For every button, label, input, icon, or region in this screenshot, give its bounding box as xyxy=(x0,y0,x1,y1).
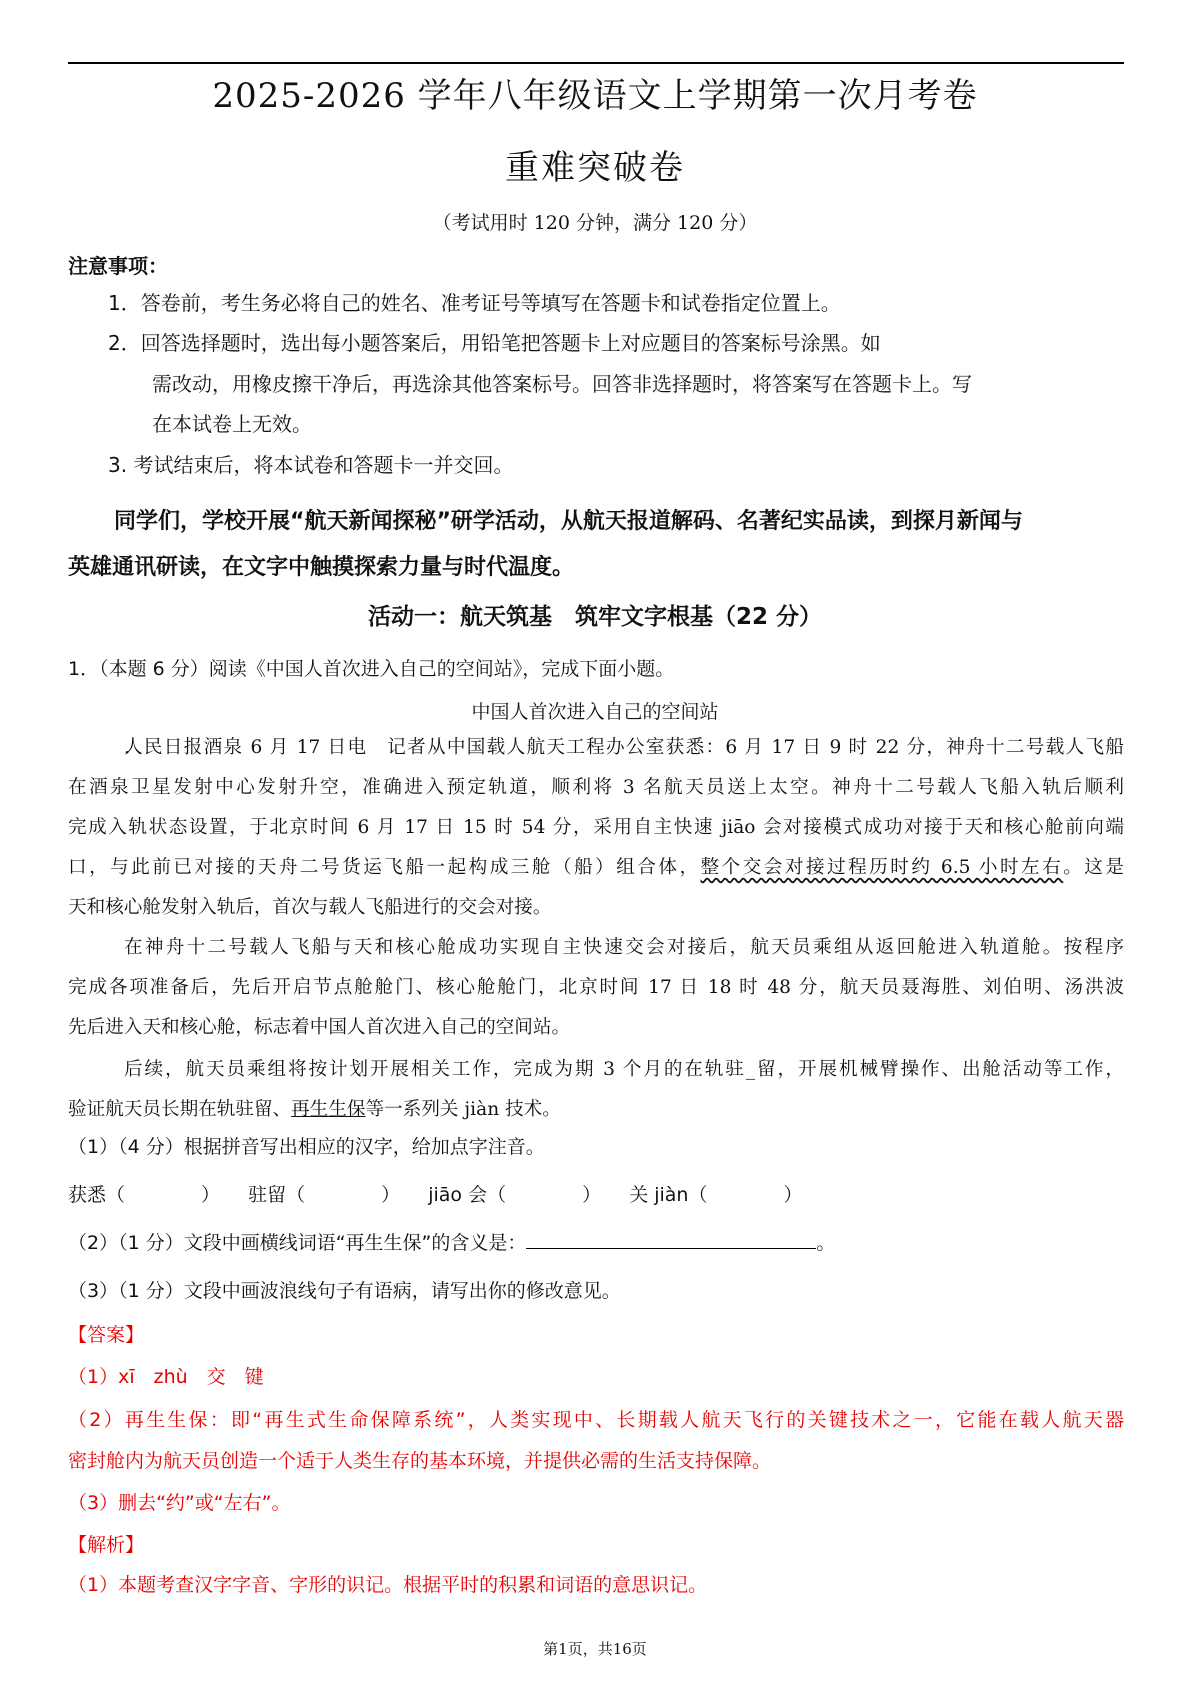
article-line xyxy=(68,728,1124,769)
top-rule xyxy=(68,62,1124,64)
article-text: 人民日报酒泉 6 月 17 日电 记者从中国载人航天工程办公室获悉：6 月 17 日 9 时 22 分，神舟十二号载人飞船 xyxy=(124,737,1124,758)
notice-item-2-line-2: 需改动，用橡皮擦干净后，再选涂其他答案标号。回答非选择题时，将答案写在答题卡上。写 xyxy=(152,372,972,396)
answer-2-line-1: （2）再生生保：即“再生式生命保障系统”，人类实现中、长期载人航天飞行的关键技术之一，它能在载人航天器 xyxy=(68,1409,1124,1431)
answer-3: （3）删去“约”或“左右”。 xyxy=(68,1492,291,1514)
analysis-label: 【解析】 xyxy=(68,1534,145,1556)
sub-question-2-end: 。 xyxy=(816,1232,836,1254)
analysis-1: （1）本题考查汉字字音、字形的识记。根据平时的积累和词语的意思识记。 xyxy=(68,1574,708,1596)
exam-time-info: （考试用时 120 分钟，满分 120 分） xyxy=(432,212,758,234)
notice-title: 注意事项： xyxy=(68,254,168,278)
article-line: 完成入轨状态设置，于北京时间 6 月 17 日 15 时 54 分，采用自主快速 jiāo 会对接模式成功对接于天和核心舱前向端 xyxy=(68,817,1124,838)
exam-title: 2025-2026 学年八年级语文上学期第一次月考卷 xyxy=(212,76,978,116)
answer-2-line-2: 密封舱内为航天员创造一个适于人类生存的基本环境，并提供必需的生活支持保障。 xyxy=(68,1450,772,1472)
fill-blank-1[interactable]: 获悉（ ） xyxy=(68,1184,221,1206)
article-title: 中国人首次进入自己的空间站 xyxy=(471,701,719,723)
exam-subtitle: 重难突破卷 xyxy=(505,148,685,188)
underlined-term: 再生生保 xyxy=(291,1099,366,1120)
fill-blanks-row xyxy=(68,1180,802,1207)
article-line xyxy=(68,848,1124,889)
article-text: 验证航天员长期在轨驻留、 xyxy=(68,1099,292,1120)
fill-blank-3[interactable]: jiāo 会（ ） xyxy=(428,1184,602,1206)
article-line: 天和核心舱发射入轨后，首次与载人飞船进行的交会对接。 xyxy=(68,897,552,918)
notice-item-2: 2．回答选择题时，选出每小题答案后，用铅笔把答题卡上对应题目的答案标号涂黑。如 xyxy=(108,331,881,355)
fill-blank-4[interactable]: 关 jiàn（ ） xyxy=(629,1184,803,1206)
article-line: 先后进入天和核心舱，标志着中国人首次进入自己的空间站。 xyxy=(68,1017,571,1038)
notice-item-3: 3. 考试结束后，将本试卷和答题卡一并交回。 xyxy=(108,453,514,477)
article-line: 后续，航天员乘组将按计划开展相关工作，完成为期 3 个月的在轨驻_留，开展机械臂操作、出舱活动等工作， xyxy=(124,1059,1124,1080)
sub-question-2 xyxy=(68,1228,835,1255)
article-text: 。这是 xyxy=(1063,857,1124,878)
answer-blank-line[interactable] xyxy=(526,1230,816,1249)
article-line: 在神舟十二号载人飞船与天和核心舱成功实现自主快速交会对接后，航天员乘组从返回舱进入轨道舱。按程序 xyxy=(124,937,1124,958)
question-1-stem: 1．（本题 6 分）阅读《中国人首次进入自己的空间站》，完成下面小题。 xyxy=(68,658,675,680)
page-footer: 第1页，共16页 xyxy=(543,1640,647,1658)
article-line xyxy=(68,1090,1124,1131)
intro-line-2: 英雄通讯研读，在文字中触摸探索力量与时代温度。 xyxy=(68,555,575,580)
sub-question-2-text: （2）（1 分）文段中画横线词语“再生生保”的含义是： xyxy=(68,1232,527,1254)
wavy-underlined-sentence: 整个交会对接过程历时约 6.5 小时左右 xyxy=(700,857,1064,878)
intro-line-1: 同学们，学校开展“航天新闻探秘”研学活动，从航天报道解码、名著纪实品读，到探月新闻与 xyxy=(114,509,1023,534)
notice-item-1: 1．答卷前，考生务必将自己的姓名、准考证号等填写在答题卡和试卷指定位置上。 xyxy=(108,291,841,315)
article-line: 在酒泉卫星发射中心发射升空，准确进入预定轨道，顺利将 3 名航天员送上太空。神舟十二号载人飞船入轨后顺利 xyxy=(68,777,1124,798)
answer-1: （1）xī zhù 交 键 xyxy=(68,1366,264,1388)
article-line: 完成各项准备后，先后开启节点舱舱门、核心舱舱门，北京时间 17 日 18 时 48 分，航天员聂海胜、刘伯明、汤洪波 xyxy=(68,977,1124,998)
sub-question-3: （3）（1 分）文段中画波浪线句子有语病，请写出你的修改意见。 xyxy=(68,1280,621,1302)
fill-blank-2[interactable]: 驻留（ ） xyxy=(248,1184,401,1206)
notice-item-2-line-3: 在本试卷上无效。 xyxy=(152,412,312,436)
answer-label: 【答案】 xyxy=(68,1324,145,1346)
activity-1-title: 活动一：航天筑基 筑牢文字根基（22 分） xyxy=(367,604,822,630)
sub-question-1: （1）（4 分）根据拼音写出相应的汉字，给加点字注音。 xyxy=(68,1136,545,1158)
article-text: 口，与此前已对接的天舟二号货运飞船一起构成三舱（船）组合体， xyxy=(68,857,701,878)
article-text: 等一系列关 jiàn 技术。 xyxy=(365,1099,561,1120)
